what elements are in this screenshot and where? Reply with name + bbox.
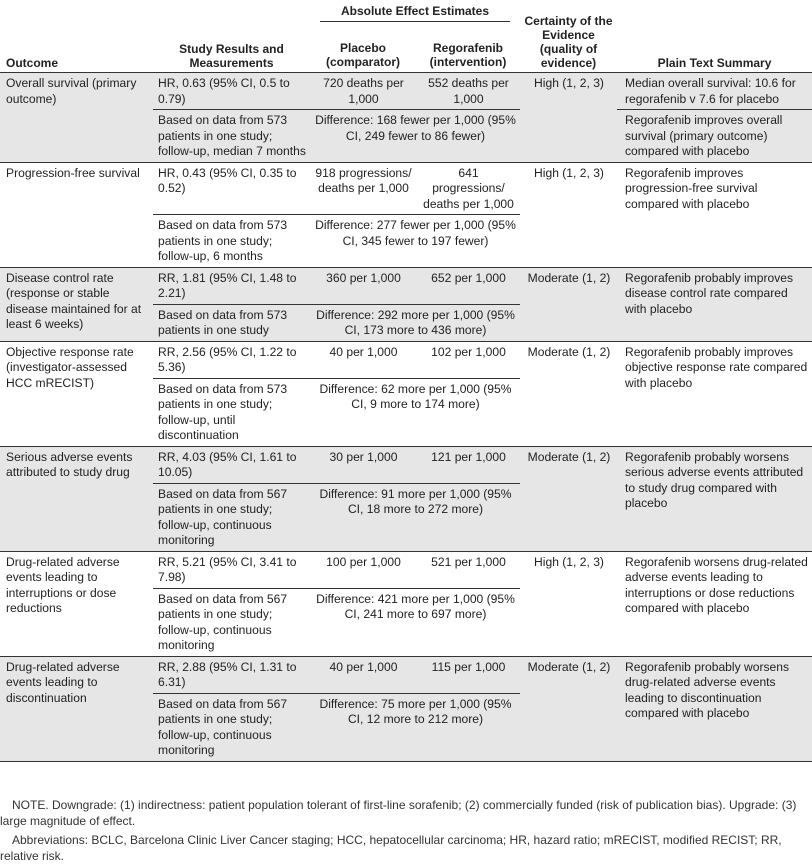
footnote-note: NOTE. Downgrade: (1) indirectness: patient population tolerant of first-line sorafenib; (2) commercially funded (risk of publication bias). Upgrade: (3) large magnitude of effect. xyxy=(0,798,797,828)
placebo-cell: 30 per 1,000 xyxy=(310,446,416,483)
header-study-results: Study Results and Measurements xyxy=(179,42,284,70)
outcome-group-disease-control-rate xyxy=(0,267,812,341)
basis-cell: Based on data from 573 patients in one study; follow-up, 6 months xyxy=(153,215,310,268)
difference-cell: Difference: 292 more per 1,000 (95% CI, 173 more to 436 more) xyxy=(310,304,520,341)
header-absolute-effect-group xyxy=(310,0,520,31)
basis-cell: Based on data from 567 patients in one study; follow-up, continuous monitoring xyxy=(153,588,310,656)
outcome-group-objective-response-rate xyxy=(0,341,812,446)
certainty-cell: Moderate (1, 2) xyxy=(520,656,617,761)
outcome-cell: Disease control rate (response or stable disease maintained for at least 6 weeks) xyxy=(0,267,153,341)
measure-cell: RR, 5.21 (95% CI, 3.41 to 7.98) xyxy=(153,551,310,588)
difference-cell: Difference: 75 more per 1,000 (95% CI, 12 more to 212 more) xyxy=(310,693,520,761)
placebo-cell: 360 per 1,000 xyxy=(310,267,416,304)
basis-cell: Based on data from 567 patients in one study; follow-up, continuous monitoring xyxy=(153,483,310,551)
outcome-cell: Objective response rate (investigator-assessed HCC mRECIST) xyxy=(0,341,153,446)
summary-cell: Regorafenib improves overall survival (primary outcome) compared with placebo xyxy=(617,110,812,163)
summary-cell: Regorafenib probably worsens drug-related adverse events leading to discontinuation compared with placebo xyxy=(617,656,812,761)
summary-cell: Regorafenib worsens drug-related adverse events leading to interruptions or dose reductions compared with placebo xyxy=(617,551,812,656)
regorafenib-cell: 552 deaths per 1,000 xyxy=(416,73,520,110)
regorafenib-cell: 641 progressions/ deaths per 1,000 xyxy=(416,162,520,215)
difference-cell: Difference: 277 fewer per 1,000 (95% CI, 345 fewer to 197 fewer) xyxy=(310,215,520,268)
difference-cell: Difference: 62 more per 1,000 (95% CI, 9 more to 174 more) xyxy=(310,378,520,446)
outcome-cell: Overall survival (primary outcome) xyxy=(0,73,153,163)
regorafenib-cell: 115 per 1,000 xyxy=(416,656,520,693)
header-certainty: Certainty of the Evidence (quality of evidence) xyxy=(524,14,613,70)
basis-cell: Based on data from 567 patients in one study; follow-up, continuous monitoring xyxy=(153,693,310,761)
certainty-cell: Moderate (1, 2) xyxy=(520,446,617,551)
summary-cell: Regorafenib probably improves objective response rate compared with placebo xyxy=(617,341,812,446)
placebo-cell: 40 per 1,000 xyxy=(310,656,416,693)
outcome-group-serious-adverse-events xyxy=(0,446,812,551)
header-plain-text-summary: Plain Text Summary xyxy=(657,56,772,70)
certainty-cell: High (1, 2, 3) xyxy=(520,551,617,656)
footnote-abbreviations: Abbreviations: BCLC, Barcelona Clinic Liver Cancer staging; HCC, hepatocellular carcinoma; HR, hazard ratio; mRECIST, modified RECIST; RR, relative risk. xyxy=(0,833,782,863)
summary-cell: Median overall survival: 10.6 for regorafenib v 7.6 for placebo xyxy=(617,73,812,110)
certainty-cell: High (1, 2, 3) xyxy=(520,73,617,163)
outcome-group-progression-free-survival xyxy=(0,162,812,267)
measure-cell: RR, 4.03 (95% CI, 1.61 to 10.05) xyxy=(153,446,310,483)
certainty-cell: High (1, 2, 3) xyxy=(520,162,617,267)
header-placebo: Placebo (comparator) xyxy=(325,41,400,69)
summary-cell: Regorafenib improves progression-free survival compared with placebo xyxy=(617,162,812,267)
regorafenib-cell: 652 per 1,000 xyxy=(416,267,520,304)
measure-cell: HR, 0.43 (95% CI, 0.35 to 0.52) xyxy=(153,162,310,215)
outcome-cell: Drug-related adverse events leading to interruptions or dose reductions xyxy=(0,551,153,656)
measure-cell: RR, 1.81 (95% CI, 1.48 to 2.21) xyxy=(153,267,310,304)
basis-cell: Based on data from 573 patients in one study; follow-up, median 7 months xyxy=(153,110,310,163)
header-outcome: Outcome xyxy=(6,56,59,70)
header-absolute-effect-label: Absolute Effect Estimates xyxy=(320,4,510,22)
table-header xyxy=(0,0,812,73)
placebo-cell: 720 deaths per 1,000 xyxy=(310,73,416,110)
certainty-cell: Moderate (1, 2) xyxy=(520,267,617,341)
basis-cell: Based on data from 573 patients in one study xyxy=(153,304,310,341)
certainty-cell: Moderate (1, 2) xyxy=(520,341,617,446)
outcome-group-ae-interruptions xyxy=(0,551,812,656)
header-regorafenib: Regorafenib (intervention) xyxy=(429,41,507,69)
table-footnotes xyxy=(0,798,812,864)
regorafenib-cell: 521 per 1,000 xyxy=(416,551,520,588)
difference-cell: Difference: 168 fewer per 1,000 (95% CI, 249 fewer to 86 fewer) xyxy=(310,110,520,163)
measure-cell: RR, 2.88 (95% CI, 1.31 to 6.31) xyxy=(153,656,310,693)
outcome-group-ae-discontinuation xyxy=(0,656,812,761)
summary-cell: Regorafenib probably improves disease control rate compared with placebo xyxy=(617,267,812,341)
regorafenib-cell: 121 per 1,000 xyxy=(416,446,520,483)
placebo-cell: 100 per 1,000 xyxy=(310,551,416,588)
placebo-cell: 40 per 1,000 xyxy=(310,341,416,378)
outcome-cell: Drug-related adverse events leading to discontinuation xyxy=(0,656,153,761)
measure-cell: RR, 2.56 (95% CI, 1.22 to 5.36) xyxy=(153,341,310,378)
regorafenib-cell: 102 per 1,000 xyxy=(416,341,520,378)
difference-cell: Difference: 421 more per 1,000 (95% CI, 241 more to 697 more) xyxy=(310,588,520,656)
outcome-cell: Serious adverse events attributed to study drug xyxy=(0,446,153,551)
basis-cell: Based on data from 573 patients in one study; follow-up, until discontinuation xyxy=(153,378,310,446)
summary-cell: Regorafenib probably worsens serious adverse events attributed to study drug compared with placebo xyxy=(617,446,812,551)
outcome-group-overall-survival xyxy=(0,73,812,163)
difference-cell: Difference: 91 more per 1,000 (95% CI, 18 more to 272 more) xyxy=(310,483,520,551)
outcome-cell: Progression-free survival xyxy=(0,162,153,267)
placebo-cell: 918 progressions/ deaths per 1,000 xyxy=(310,162,416,215)
measure-cell: HR, 0.63 (95% CI, 0.5 to 0.79) xyxy=(153,73,310,110)
